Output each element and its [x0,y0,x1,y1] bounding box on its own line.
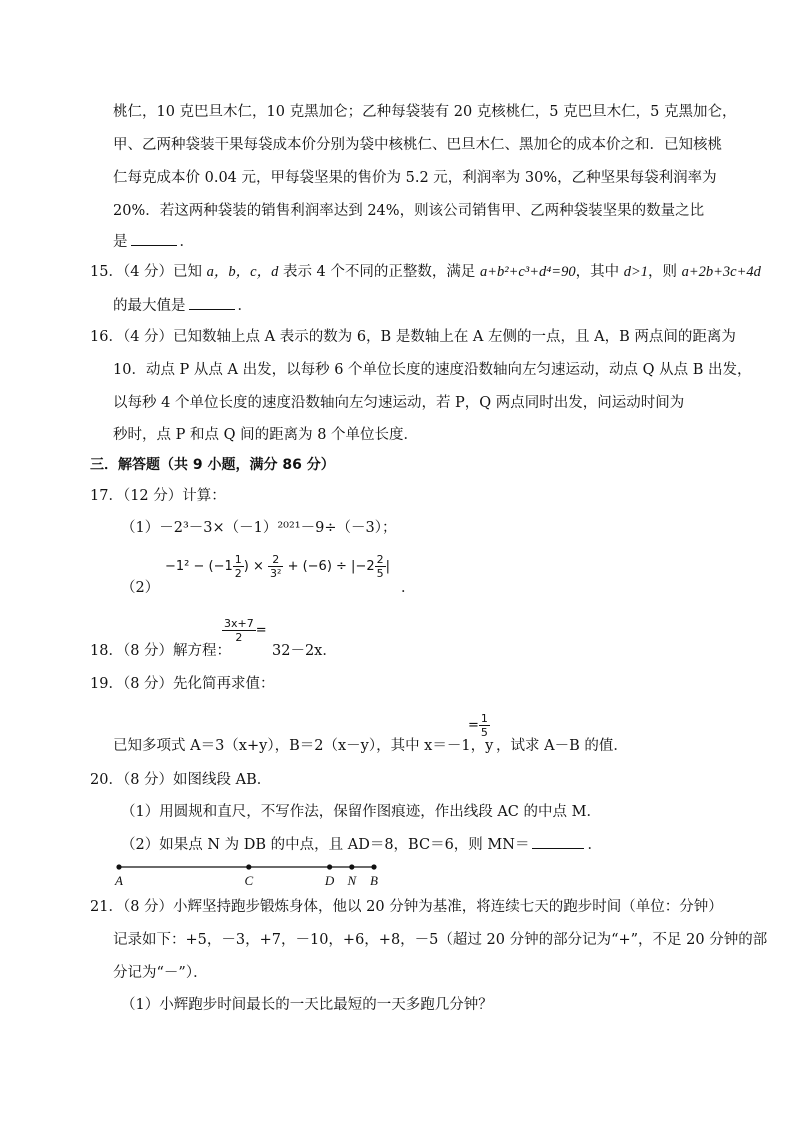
q14-line5-text: 是 [113,234,128,250]
q20-part2-end: ． [587,837,602,853]
point-d [327,864,332,869]
q14-answer-blank[interactable] [131,231,177,246]
q17-expr-b: ) × [243,559,269,574]
q20-title: 20．（8 分）如图线段 AB． [90,772,272,788]
point-b [371,864,376,869]
q17-frac3-den: 5 [376,567,384,580]
q15-text2: ，其中 [575,264,624,280]
q15-vars: a，b，c，d [206,264,279,280]
q19-title: 19．（8 分）先化简再求值： [90,676,275,692]
q20-part1: （1）用圆规和直尺，不写作法，保留作图痕迹，作出线段 AC 的中点 M． [121,804,601,820]
q14-line2: 甲、乙两种袋装干果每袋成本价分别为袋中核桃仁、巴旦木仁、黑加仑的成本价之和．已知核桃 [113,137,722,153]
point-label-b: B [370,873,378,888]
q18-equals: = [255,623,267,638]
q21-part1: （1）小辉跑步时间最长的一天比最短的一天多跑几分钟？ [121,997,493,1013]
q17-part1-expr: －2³－3×（－1）²⁰²¹－9÷（－3）； [159,520,397,536]
q14-line5-end: ． [179,234,194,250]
q16-line4: 秒时，点 P 和点 Q 间的距离为 8 个单位长度． [113,427,419,443]
q17-part2-label: （2） [121,580,160,596]
q15-expression: a+2b+3c+4d [681,264,761,280]
q15-condition: d>1 [623,264,648,280]
q17-frac2-den: 3² [270,567,282,580]
q18-frac [222,617,256,644]
q17-title: 17．（12 分）计算： [90,488,226,504]
q17-frac3-num: 2 [376,553,384,566]
q20-answer-blank[interactable] [532,834,584,849]
point-label-d: D [324,873,335,888]
q18-frac-num: 3x+7 [224,617,254,630]
q21-line1: 21．（8 分）小辉坚持跑步锻炼身体，他以 20 分钟为基准，将连续七天的跑步时间（单位：分钟） [90,899,723,915]
line-segment-figure [0,852,794,892]
point-c [246,864,251,869]
point-label-a: A [115,873,123,888]
point-n [349,864,354,869]
q16-line3: 以每秒 4 个单位长度的速度沿数轴向左匀速运动，若 P，Q 两点同时出发，问运动时间为 [113,395,685,411]
q19-equals: = [468,718,479,733]
q17-expr-a: −1² − (−1 [165,559,233,574]
q19-line1-end: ，试求 A－B 的值． [496,738,628,754]
q14-line4: 20%．若这两种袋装的销售利润率达到 24%，则该公司销售甲、乙两种袋装坚果的数量之比 [113,203,705,219]
point-label-n: N [347,873,357,888]
q19-y-value [468,712,490,739]
q17-frac2 [268,553,283,580]
q17-expr-d: | [385,559,390,574]
q17-part1-label: （1） [121,520,160,536]
q15-line2 [113,295,713,316]
q15-line2-end: ． [237,298,252,314]
q14-line1: 桃仁，10 克巴旦木仁，10 克黑加仑；乙种每袋装有 20 克核桃仁，5 克巴旦木仁，5 克黑加仑， [113,104,737,120]
q17-part2-expr [165,553,390,580]
q17-frac2-num: 2 [268,553,283,567]
q17-part1 [121,518,721,538]
q19-frac [479,712,490,739]
section-title: 三．解答题（共 9 小题，满分 86 分） [90,457,335,473]
q14-line5 [113,231,713,252]
q17-part2-end: ． [401,580,416,596]
q18-frac-den: 2 [235,631,243,644]
q18-equation [222,617,267,644]
q15-equation: a+b²+c³+d⁴=90 [480,264,576,280]
q15-line2-text: 的最大值是 [113,298,186,314]
q16-line2: 10．动点 P 从点 A 出发，以每秒 6 个单位长度的速度沿数轴向左匀速运动，动点 Q 从点 B 出发， [113,362,752,378]
q21-line3: 分记为“－”）． [113,965,208,981]
q18-rhs: 32－2x． [272,643,337,659]
q20-part2-text: （2）如果点 N 为 DB 的中点，且 AD＝8，BC＝6，则 MN＝ [121,837,530,853]
q19-frac-den: 5 [480,726,488,739]
q17-frac1-den: 2 [234,567,242,580]
q18-title: 18．（8 分）解方程： [90,643,232,659]
point-label-c: C [244,873,254,888]
point-a [116,864,121,869]
q15-answer-blank[interactable] [189,295,235,310]
q17-frac1 [233,553,244,580]
q14-line3: 仁每克成本价 0.04 元，甲每袋坚果的售价为 5.2 元，利润率为 30%，乙种坚果每袋利润率为 [113,170,717,186]
q17-expr-c: + (−6) ÷ |−2 [283,559,375,574]
q15-line1 [90,262,761,282]
q17-frac1-num: 1 [234,553,242,566]
q21-line2: 记录如下：+5，－3，+7，－10，+6，+8，－5（超过 20 分钟的部分记为“+”，不足 20 分钟的部 [113,932,768,948]
q15-text: 表示 4 个不同的正整数，满足 [278,264,481,280]
q19-frac-num: 1 [480,712,488,725]
q17-frac3 [375,553,386,580]
q15-text3: ，则 [647,264,682,280]
q15-prefix: 15．（4 分）已知 [90,264,207,280]
q16-line1: 16．（4 分）已知数轴上点 A 表示的数为 6，B 是数轴上在 A 左侧的一点，且 A，B 两点间的距离为 [90,329,736,345]
q19-line1: 已知多项式 A＝3（x+y），B＝2（x－y），其中 x＝－1，y [113,738,494,754]
